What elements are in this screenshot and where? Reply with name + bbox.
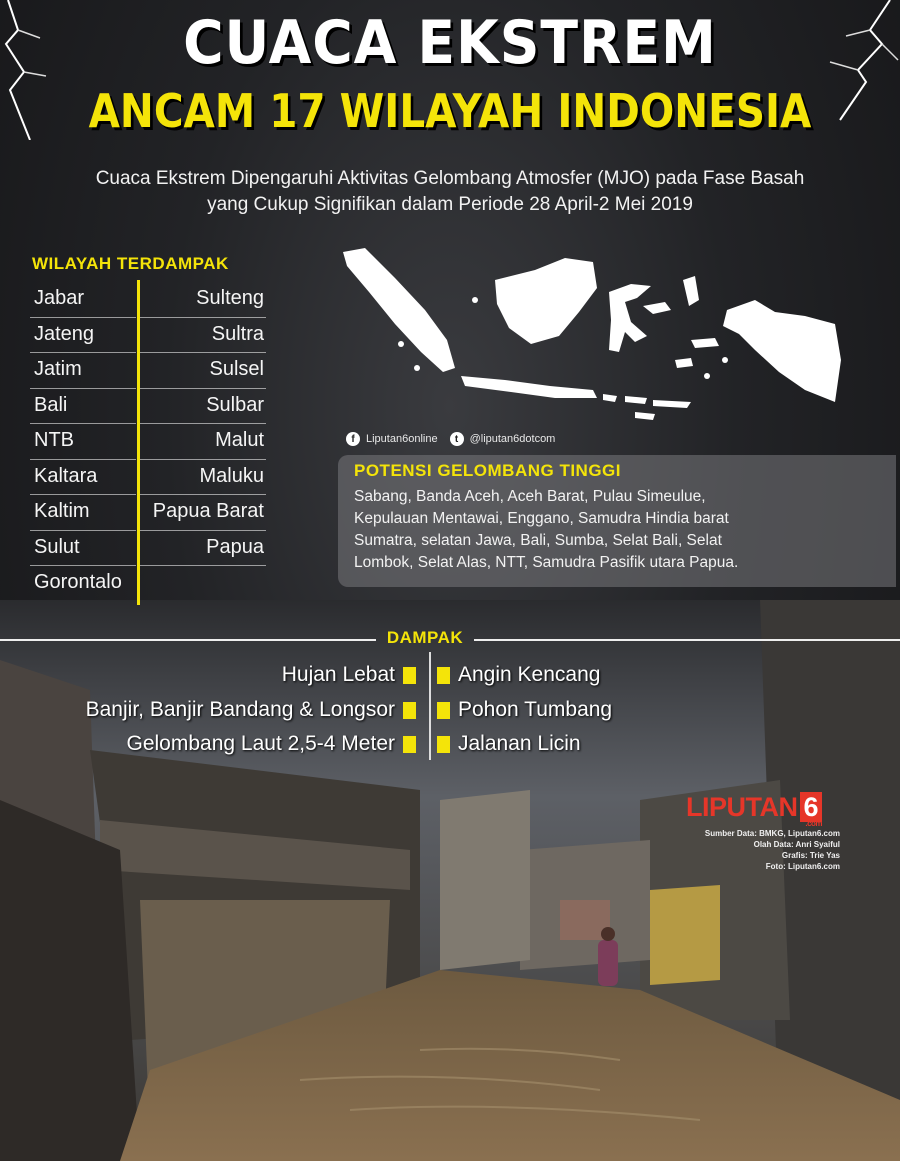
credits xyxy=(705,828,840,872)
potensi-panel xyxy=(338,455,896,587)
wilayah-item: Sultra xyxy=(140,318,266,354)
dampak-label: Pohon Tumbang xyxy=(458,698,613,721)
indonesia-map xyxy=(335,240,845,430)
twitter-icon: t xyxy=(450,432,464,446)
bullet-square-icon xyxy=(403,702,416,719)
potensi-text xyxy=(354,486,814,574)
wilayah-item: Kaltara xyxy=(30,460,136,496)
dampak-item-left xyxy=(86,695,416,725)
credit-line: Grafis: Trie Yas xyxy=(781,851,840,860)
wilayah-item: Sulbar xyxy=(140,389,266,425)
bullet-square-icon xyxy=(403,736,416,753)
dampak-label: Hujan Lebat xyxy=(281,663,395,686)
dampak-item-left xyxy=(282,660,416,690)
credit-line: Foto: Liputan6.com xyxy=(765,862,840,871)
main-subtitle-headline: ANCAM 17 WILAYAH INDONESIA xyxy=(88,84,812,138)
facebook-handle: Liputan6online xyxy=(366,433,438,445)
logo-text: LIPUTAN xyxy=(686,792,798,822)
wilayah-item: Jateng xyxy=(30,318,136,354)
wilayah-item: Papua Barat xyxy=(140,495,266,531)
dampak-item-left xyxy=(127,729,417,759)
facebook-icon: f xyxy=(346,432,360,446)
wilayah-item: Sulteng xyxy=(140,282,266,318)
description xyxy=(20,166,880,218)
wilayah-item: Jatim xyxy=(30,353,136,389)
logo-suffix: .com xyxy=(805,819,823,828)
wilayah-item: Sulsel xyxy=(140,353,266,389)
wilayah-item: Maluku xyxy=(140,460,266,496)
potensi-line: Kepulauan Mentawai, Enggano, Samudra Hindia barat xyxy=(354,510,729,527)
dampak-divider xyxy=(429,652,431,760)
dampak-item-right xyxy=(437,695,612,725)
dampak-label: Banjir, Banjir Bandang & Longsor xyxy=(85,698,395,721)
description-line-1: Cuaca Ekstrem Dipengaruhi Aktivitas Gelombang Atmosfer (MJO) pada Fase Basah xyxy=(95,168,805,189)
potensi-line: Lombok, Selat Alas, NTT, Samudra Pasifik utara Papua. xyxy=(354,554,739,571)
description-line-2: yang Cukup Signifikan dalam Periode 28 April-2 Mei 2019 xyxy=(207,194,693,215)
logo-number: 6 xyxy=(800,792,823,822)
bullet-square-icon xyxy=(437,667,450,684)
wilayah-heading: WILAYAH TERDAMPAK xyxy=(32,254,229,273)
wilayah-item: Papua xyxy=(140,531,266,567)
wilayah-item: Sulut xyxy=(30,531,136,567)
dampak-heading: DAMPAK xyxy=(386,628,464,647)
wilayah-right-column xyxy=(140,282,266,566)
wilayah-left-column xyxy=(30,282,136,602)
liputan6-logo xyxy=(686,792,823,828)
bullet-square-icon xyxy=(437,736,450,753)
wilayah-item: Gorontalo xyxy=(34,571,122,593)
bullet-square-icon xyxy=(437,702,450,719)
credit-line: Sumber Data: BMKG, Liputan6.com xyxy=(704,829,840,838)
dampak-item-right xyxy=(437,660,600,690)
dampak-label: Angin Kencang xyxy=(458,663,601,686)
social-handles xyxy=(346,432,555,446)
potensi-heading: POTENSI GELOMBANG TINGGI xyxy=(354,461,622,480)
potensi-line: Sabang, Banda Aceh, Aceh Barat, Pulau Simeulue, xyxy=(354,488,706,505)
dampak-rule-left xyxy=(0,639,376,641)
bullet-square-icon xyxy=(403,667,416,684)
credit-line: Olah Data: Anri Syaiful xyxy=(753,840,840,849)
dampak-item-right xyxy=(437,729,581,759)
wilayah-item: NTB xyxy=(30,424,136,460)
potensi-line: Sumatra, selatan Jawa, Bali, Sumba, Selat Bali, Selat xyxy=(354,532,722,549)
wilayah-item: Malut xyxy=(140,424,266,460)
main-title: CUACA EKSTREM xyxy=(183,8,717,78)
dampak-rule-right xyxy=(474,639,900,641)
twitter-handle: @liputan6dotcom xyxy=(469,433,556,445)
wilayah-item: Kaltim xyxy=(30,495,136,531)
wilayah-item: Bali xyxy=(30,389,136,425)
dampak-label: Jalanan Licin xyxy=(458,732,581,755)
wilayah-item: Jabar xyxy=(30,282,136,318)
dampak-label: Gelombang Laut 2,5-4 Meter xyxy=(126,732,395,755)
